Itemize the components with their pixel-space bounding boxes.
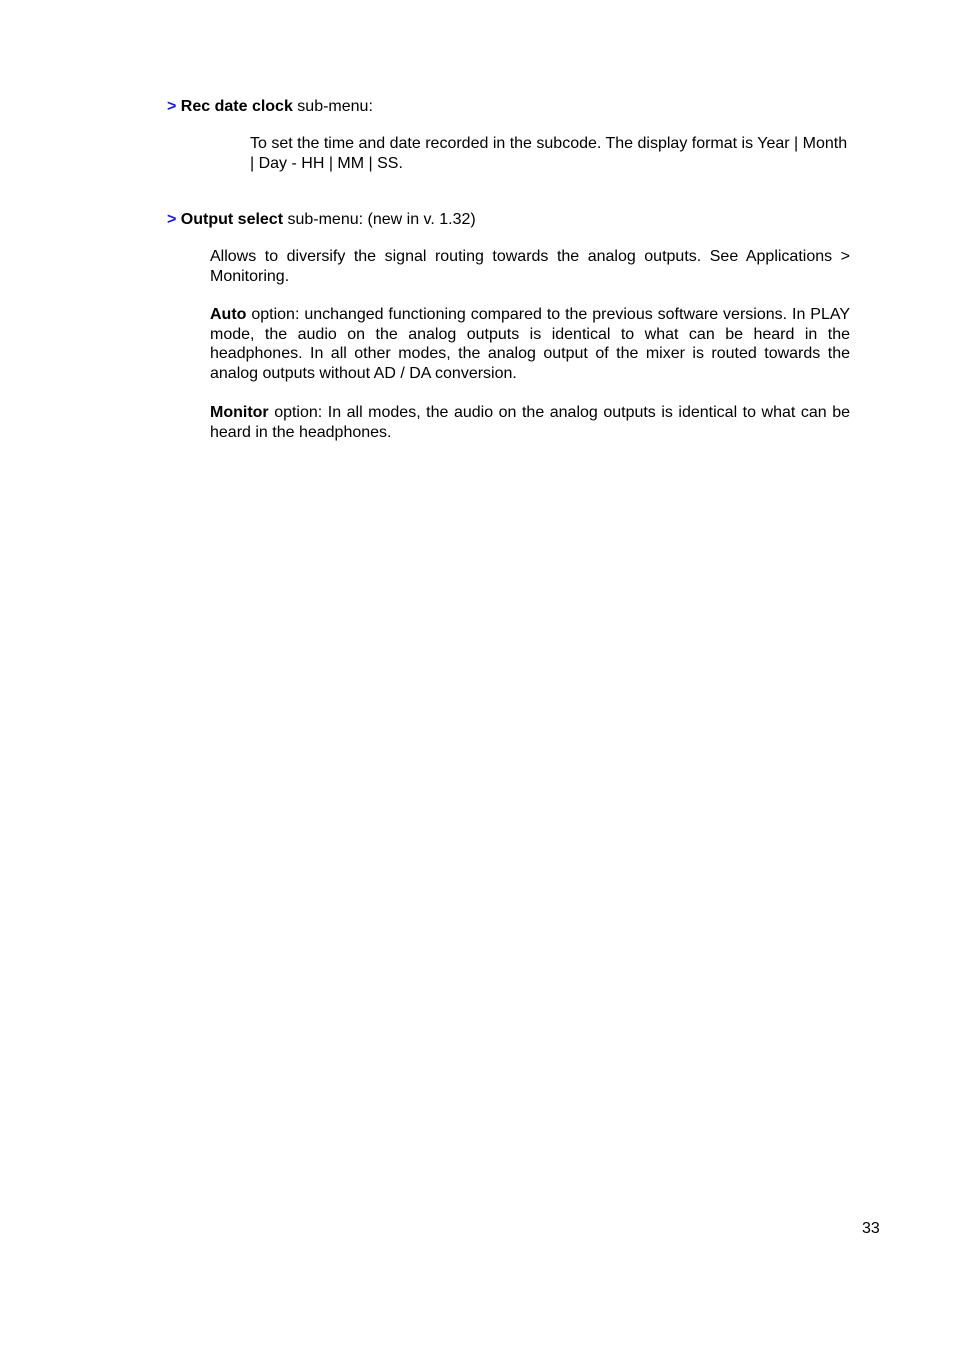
- option-name-auto: Auto: [210, 306, 247, 323]
- paragraph-output-select-description: [210, 247, 850, 286]
- paragraph-text: Allows to diversify the signal routing towards the analog outputs. See Applications > Monitoring.: [210, 248, 850, 285]
- option-name-monitor: Monitor: [210, 404, 269, 421]
- section-heading-rec-date-clock: [167, 97, 373, 117]
- page-number: 33: [862, 1220, 880, 1237]
- paragraph-text: option: In all modes, the audio on the analog outputs is identical to what can be heard in the headphones.: [210, 404, 850, 441]
- section-title: Output select: [180, 211, 284, 228]
- section-title: Rec date clock: [180, 98, 293, 115]
- paragraph-rec-date-clock-description: [250, 134, 850, 173]
- paragraph-monitor-option: [210, 403, 850, 442]
- section-marker: >: [167, 98, 177, 115]
- paragraph-auto-option: [210, 305, 850, 383]
- section-suffix: sub-menu: (new in v. 1.32): [283, 211, 476, 228]
- paragraph-text: To set the time and date recorded in the subcode. The display format is Year | Month | Day - HH | MM | SS.: [250, 135, 848, 172]
- paragraph-text: option: unchanged functioning compared to the previous software versions. In PLAY mode, the audio on the analog outputs is identical to what can be heard in the headphones. In all other modes, the analog output of the mixer is routed towards the analog outputs without AD / DA conversion.: [210, 306, 850, 382]
- section-suffix: sub-menu:: [292, 98, 373, 115]
- section-marker: >: [167, 211, 177, 228]
- section-heading-output-select: [167, 210, 476, 230]
